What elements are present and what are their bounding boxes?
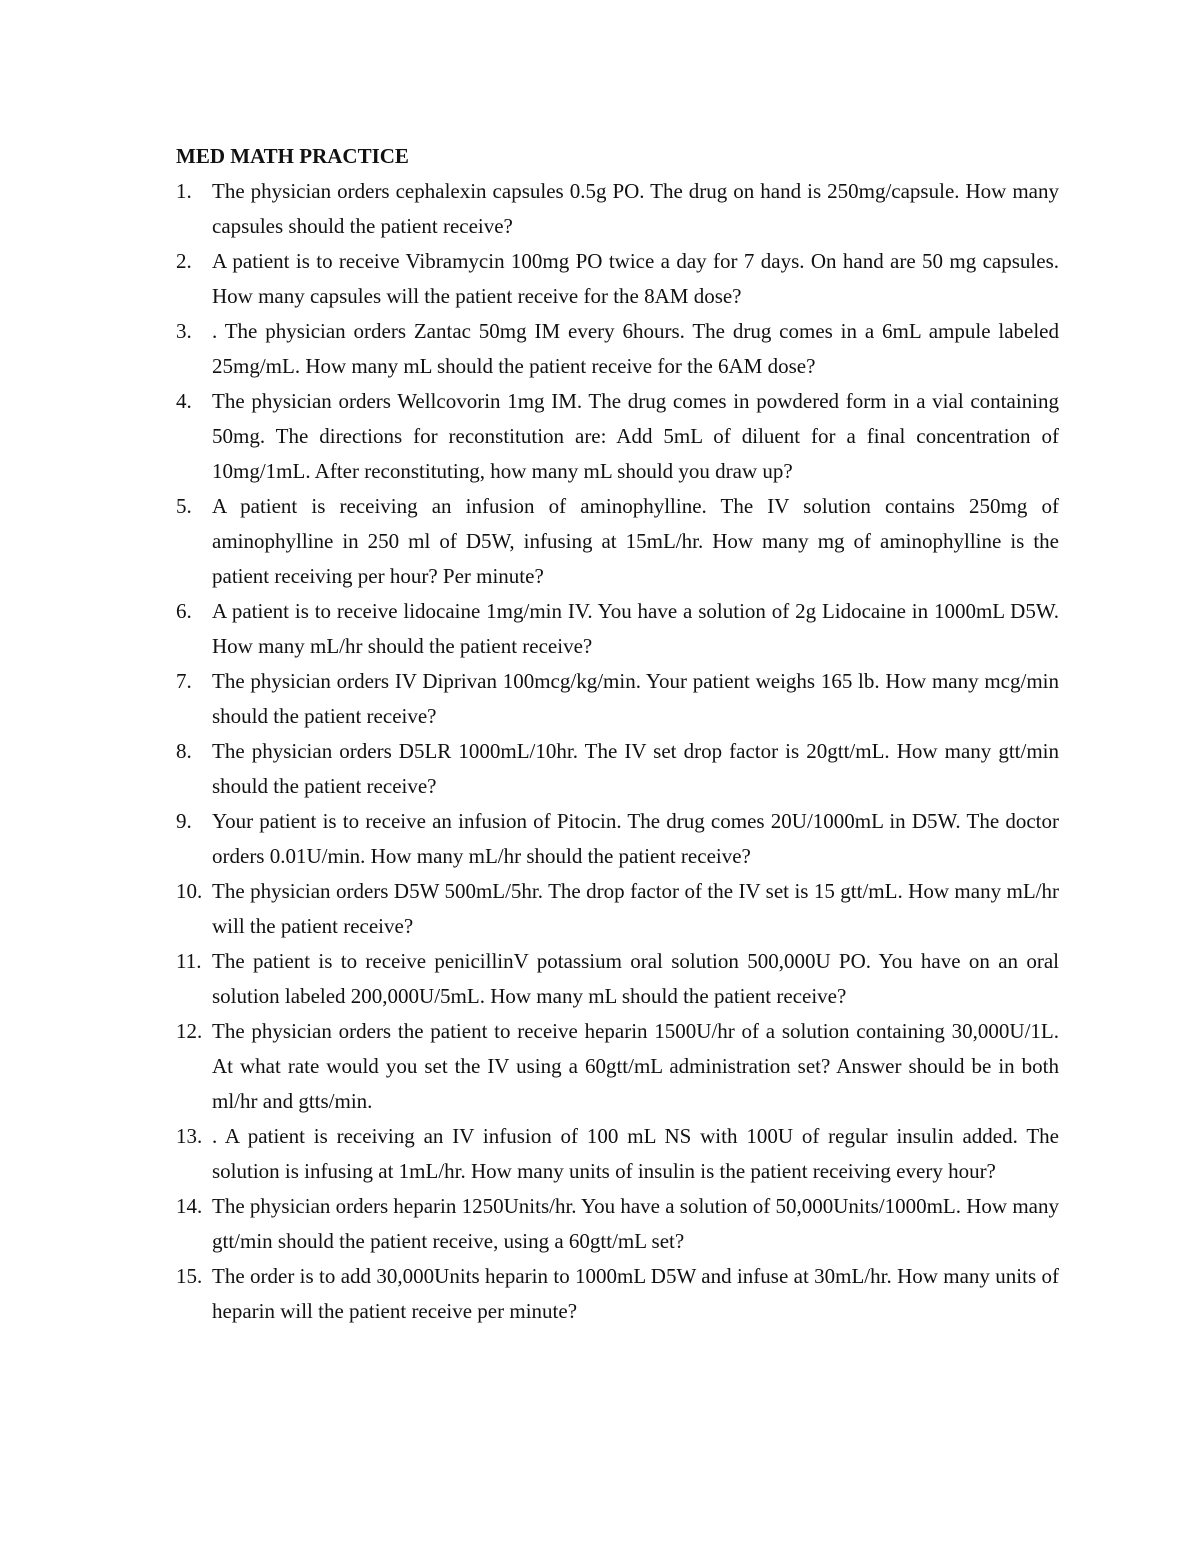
question-item <box>176 489 1059 594</box>
document-title: MED MATH PRACTICE <box>176 144 409 168</box>
question-number: 14. <box>176 1194 203 1218</box>
question-item <box>176 1189 1059 1259</box>
question-text: The physician orders Wellcovorin 1mg IM. The drug comes in powdered form in a vial containing 50mg. The directions for reconstitution are: Add 5mL of diluent for a final concentration of 10mg/1mL. After reconstituting, how many mL should you draw up? <box>212 389 1059 483</box>
question-item <box>176 174 1059 244</box>
question-text: A patient is receiving an infusion of aminophylline. The IV solution contains 250mg of aminophylline in 250 ml of D5W, infusing at 15mL/hr. How many mg of aminophylline is the patient receiving per hour? Per minute? <box>212 494 1059 588</box>
question-text: The physician orders the patient to receive heparin 1500U/hr of a solution containing 30,000U/1L. At what rate would you set the IV using a 60gtt/mL administration set? Answer should be in both ml/hr and gtts/min. <box>212 1019 1059 1113</box>
question-number: 6. <box>176 599 192 623</box>
question-number: 9. <box>176 809 192 833</box>
question-text: The physician orders IV Diprivan 100mcg/kg/min. Your patient weighs 165 lb. How many mcg/min should the patient receive? <box>212 669 1059 728</box>
question-number: 15. <box>176 1264 203 1288</box>
question-number: 4. <box>176 389 192 413</box>
question-text: The physician orders cephalexin capsules 0.5g PO. The drug on hand is 250mg/capsule. How many capsules should the patient receive? <box>212 179 1059 238</box>
question-list <box>176 174 1059 1329</box>
question-number: 13. <box>176 1124 203 1148</box>
question-item <box>176 1014 1059 1119</box>
question-number: 10. <box>176 879 203 903</box>
question-item <box>176 1119 1059 1189</box>
question-item <box>176 944 1059 1014</box>
question-item <box>176 244 1059 314</box>
question-item <box>176 594 1059 664</box>
question-text: The physician orders D5W 500mL/5hr. The drop factor of the IV set is 15 gtt/mL. How many mL/hr will the patient receive? <box>212 879 1059 938</box>
question-number: 5. <box>176 494 192 518</box>
question-text: A patient is to receive lidocaine 1mg/min IV. You have a solution of 2g Lidocaine in 1000mL D5W. How many mL/hr should the patient receive? <box>212 599 1059 658</box>
document-body <box>176 141 1059 1329</box>
question-number: 3. <box>176 319 192 343</box>
question-item <box>176 804 1059 874</box>
question-item <box>176 874 1059 944</box>
question-text: The physician orders heparin 1250Units/hr. You have a solution of 50,000Units/1000mL. How many gtt/min should the patient receive, using a 60gtt/mL set? <box>212 1194 1059 1253</box>
question-number: 1. <box>176 179 192 203</box>
question-number: 12. <box>176 1019 203 1043</box>
question-number: 8. <box>176 739 192 763</box>
question-item <box>176 734 1059 804</box>
question-number: 7. <box>176 669 192 693</box>
question-item <box>176 314 1059 384</box>
question-text: Your patient is to receive an infusion of Pitocin. The drug comes 20U/1000mL in D5W. The doctor orders 0.01U/min. How many mL/hr should the patient receive? <box>212 809 1059 868</box>
question-text: The patient is to receive penicillinV potassium oral solution 500,000U PO. You have on an oral solution labeled 200,000U/5mL. How many mL should the patient receive? <box>212 949 1059 1008</box>
question-text: . A patient is receiving an IV infusion of 100 mL NS with 100U of regular insulin added. The solution is infusing at 1mL/hr. How many units of insulin is the patient receiving every hour? <box>212 1124 1059 1183</box>
question-item <box>176 1259 1059 1329</box>
question-text: . The physician orders Zantac 50mg IM every 6hours. The drug comes in a 6mL ampule labeled 25mg/mL. How many mL should the patient receive for the 6AM dose? <box>212 319 1059 378</box>
question-item <box>176 664 1059 734</box>
question-number: 11. <box>176 949 202 973</box>
question-text: The physician orders D5LR 1000mL/10hr. The IV set drop factor is 20gtt/mL. How many gtt/min should the patient receive? <box>212 739 1059 798</box>
question-text: The order is to add 30,000Units heparin to 1000mL D5W and infuse at 30mL/hr. How many units of heparin will the patient receive per minute? <box>212 1264 1059 1323</box>
question-item <box>176 384 1059 489</box>
question-text: A patient is to receive Vibramycin 100mg PO twice a day for 7 days. On hand are 50 mg capsules. How many capsules will the patient receive for the 8AM dose? <box>212 249 1059 308</box>
question-number: 2. <box>176 249 192 273</box>
